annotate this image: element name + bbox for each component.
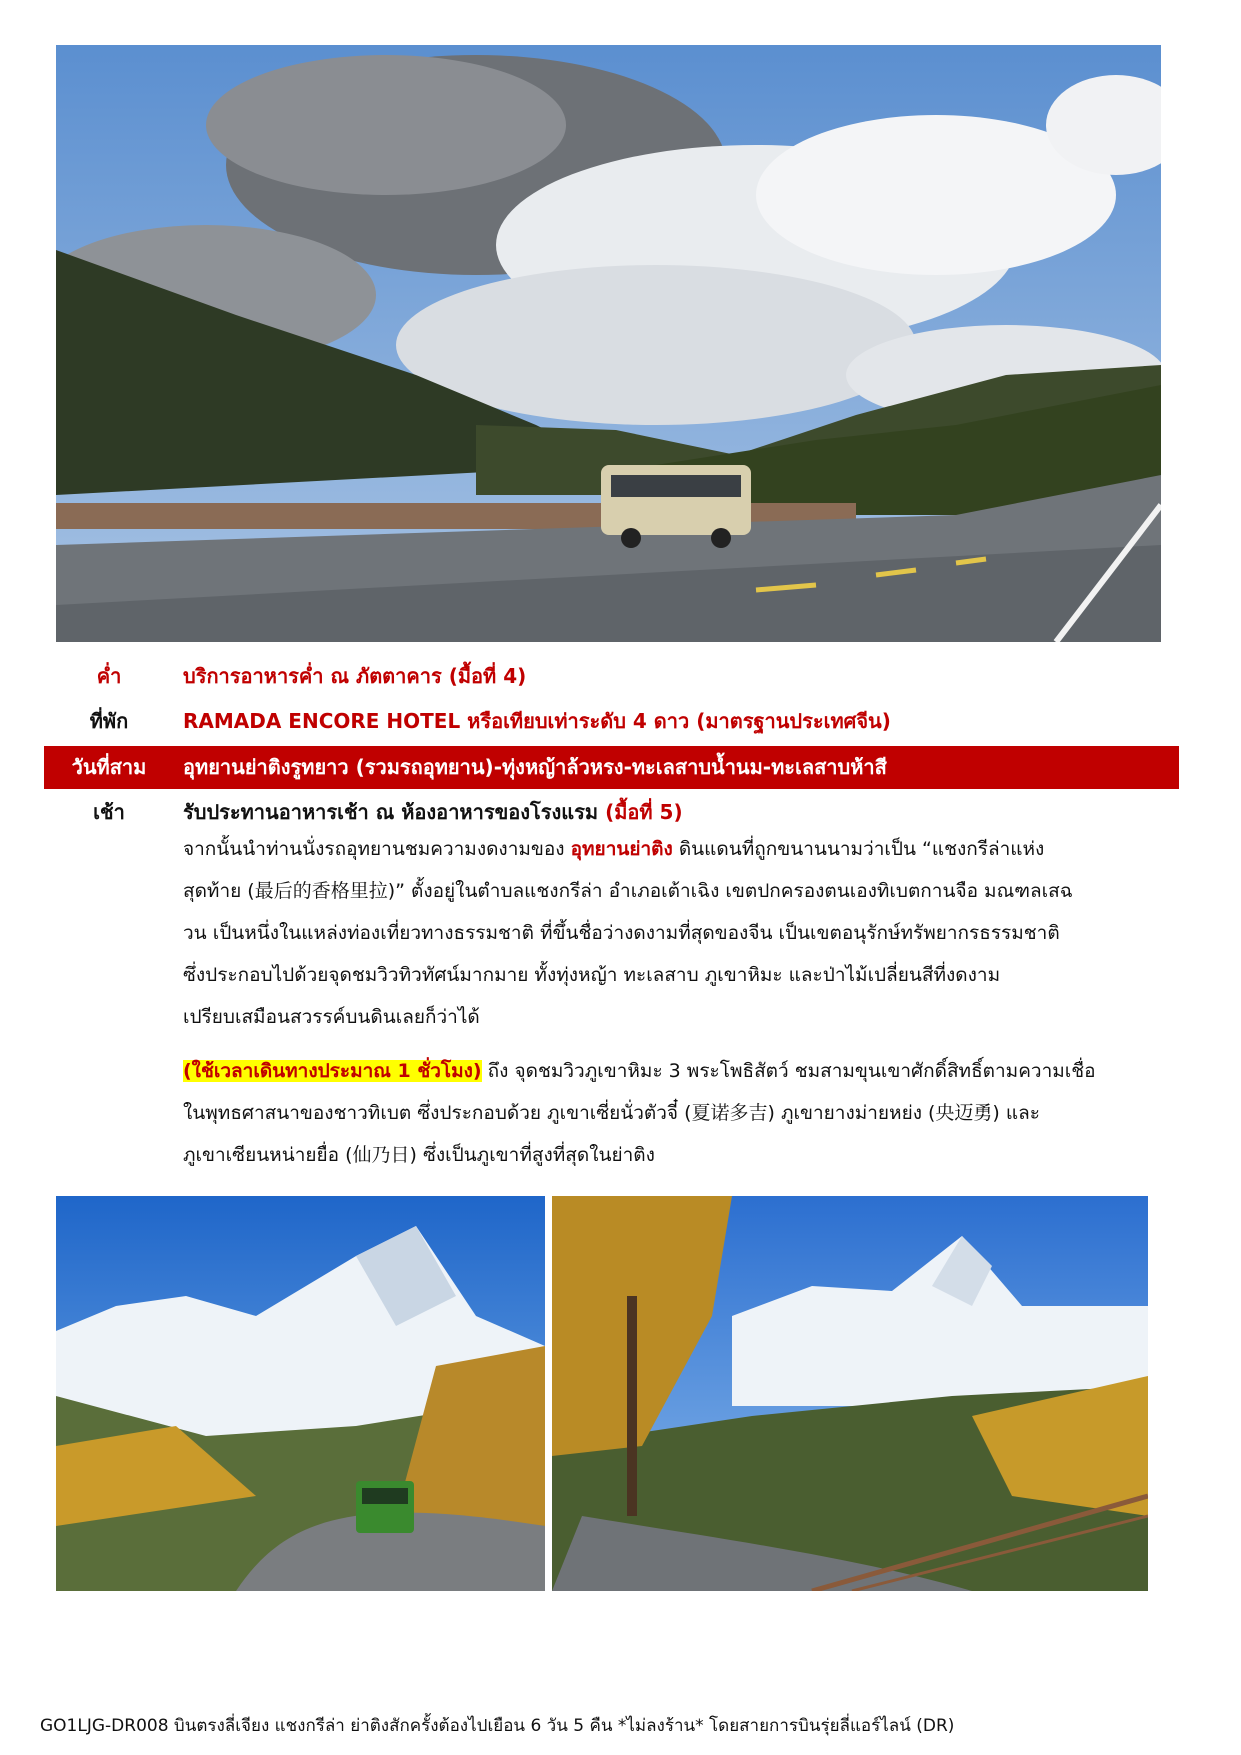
dinner-label: ค่ำ <box>96 664 122 688</box>
travel-time-highlight: (ใช้เวลาเดินทางประมาณ 1 ชั่วโมง) <box>183 1060 482 1082</box>
paragraph-line <box>183 828 1168 870</box>
breakfast-meal-number: (มื้อที่ 5) <box>605 800 683 824</box>
breakfast-description: รับประทานอาหารเช้า ณ ห้องอาหารของโรงแรม <box>183 800 606 824</box>
paragraph-yading-intro <box>183 828 1168 1038</box>
hotel-label: ที่พัก <box>89 709 129 733</box>
paragraph-line: ซึ่งประกอบไปด้วยจุดชมวิวทิวทัศน์มากมาย ทั้งทุ่งหญ้า ทะเลสาบ ภูเขาหิมะ และป่าไม้เปลี่ยนสีที่งดงาม <box>183 964 1001 986</box>
footer-tour-code: GO1LJG-DR008 บินตรงลี่เจียง แชงกรีล่า ย่าติงสักครั้งต้องไปเยือน 6 วัน 5 คืน *ไม่ลงร้าน* โดยสายการบินรุ่ยลี่แอร์ไลน์ (DR) <box>40 1716 955 1736</box>
paragraph-line: เปรียบเสมือนสวรรค์บนดินเลยก็ว่าได้ <box>183 1006 480 1028</box>
paragraph-line: วน เป็นหนึ่งในแหล่งท่องเที่ยวทางธรรมชาติ ที่ขึ้นชื่อว่างดงามที่สุดของจีน เป็นเขตอนุรักษ์ทรัพยากรธรรมชาติ <box>183 922 1060 944</box>
paragraph-three-mountains <box>183 1050 1168 1176</box>
text-run: ถึง จุดชมวิวภูเขาหิมะ 3 พระโพธิสัตว์ ชมสามขุนเขาศักดิ์สิทธิ์ตามความเชื่อ <box>481 1060 1096 1082</box>
text-run: จากนั้นนำท่านนั่งรถอุทยานชมความงดงามของ <box>183 838 571 860</box>
paragraph-line <box>183 1050 1168 1092</box>
day-header-bar <box>44 746 1179 789</box>
breakfast-label: เช้า <box>93 800 125 824</box>
day-title: อุทยานย่าติงรูทยาว (รวมรถอุทยาน)-ทุ่งหญ้าล้วหรง-ทะเลสาบน้ำนม-ทะเลสาบห้าสี <box>183 755 887 779</box>
dinner-text: บริการอาหารค่ำ ณ ภัตตาคาร (มื้อที่ 4) <box>183 664 527 688</box>
day-label: วันที่สาม <box>71 755 147 779</box>
breakfast-text <box>183 796 683 828</box>
hotel-text: RAMADA ENCORE HOTEL หรือเทียบเท่าระดับ 4 ดาว (มาตรฐานประเทศจีน) <box>183 709 891 733</box>
text-run: ดินแดนที่ถูกขนานนามว่าเป็น “แชงกรีล่าแห่ง <box>672 838 1045 860</box>
photo-snow-mountain-golden-forest <box>552 1196 1148 1591</box>
photo-mountain-road-bus <box>56 45 1161 642</box>
paragraph-line: สุดท้าย (最后的香格里拉)” ตั้งอยู่ในตำบลแชงกรีล่า อำเภอเต้าเฉิง เขตปกครองตนเองทิเบตกานจือ มณฑลเสฉ <box>183 880 1073 902</box>
yading-highlight: อุทยานย่าติง <box>570 838 673 860</box>
photo-snow-mountain-green-bus <box>56 1196 545 1591</box>
paragraph-line: ภูเขาเซียนหน่ายยื่อ (仙乃日) ซึ่งเป็นภูเขาที่สูงที่สุดในย่าติง <box>183 1144 655 1166</box>
paragraph-line: ในพุทธศาสนาของชาวทิเบต ซึ่งประกอบด้วย ภูเขาเซี่ยนั่วตัวจี๋ (夏诺多吉) ภูเขายางม่ายหย่ง (央迈勇) และ <box>183 1102 1040 1124</box>
